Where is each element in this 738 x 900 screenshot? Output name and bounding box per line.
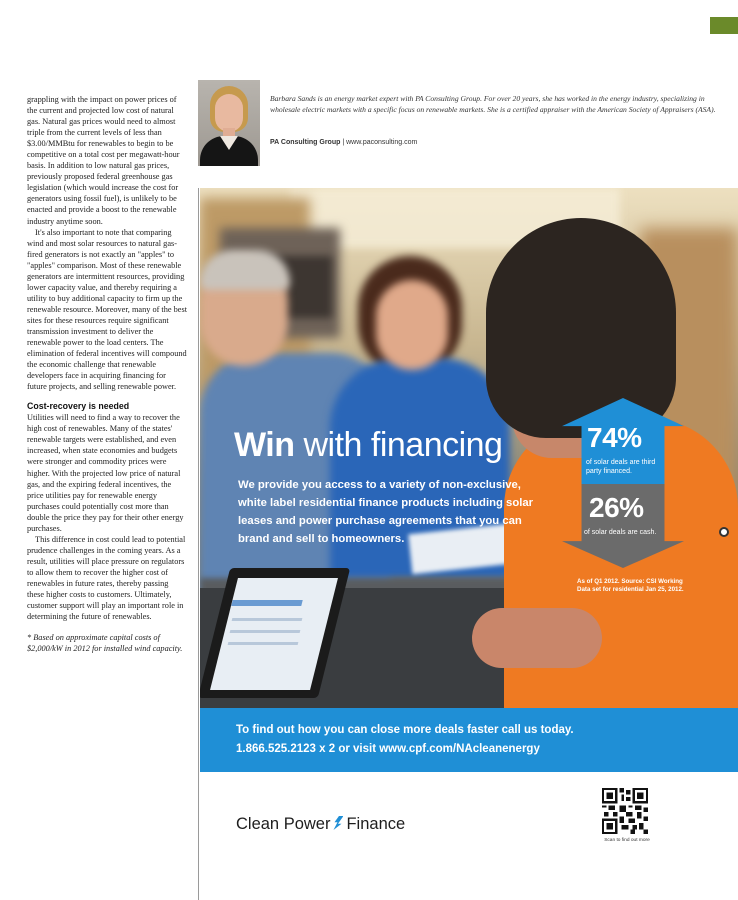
stat-source-note: As of Q1 2012. Source: CSI Working Data set for residential Jan 25, 2012.	[577, 578, 684, 593]
author-bio: Barbara Sands is an energy market expert with PA Consulting Group. For over 20 years, she has worked in the energy industry, specializing in wholesale electric markets with a specific focus on renewable markets. She is a certified appraiser with the American Society of Appraisers (ASA).	[270, 94, 716, 114]
article-paragraph: It's also important to note that comparing wind and most solar resources to natural gas-fired generators is not exactly an "apples" to "apples" comparison. Most of these renewable generators are intermittent resources, providing lower capacity value, and thereby requiring a utility to buy additional capacity to firm up the renewable resource. Moreover, many of the best sites for these resources require significant transmission investment to deliver the renewable power to the load centers. The elimination of federal incentives will compound the economic challenge that renewable developers face in acquiring financing for future projects, and selling renewable power.	[27, 227, 188, 392]
section-tab-marker	[710, 17, 738, 34]
ad-headline	[234, 426, 502, 465]
cta-headline: To find out how you can close more deals faster call us today.	[236, 724, 574, 736]
qr-code-icon[interactable]	[602, 788, 648, 834]
column-divider	[198, 188, 199, 900]
logo-text-left: Clean Power	[236, 815, 331, 833]
stat-third-party: 74%	[587, 422, 642, 453]
lightning-bolt-icon	[333, 816, 343, 830]
company-website-link[interactable]: www.paconsulting.com	[346, 139, 418, 146]
footnote: * Based on approximate capital costs of $2,000/kW in 2012 for installed wind capacity.	[27, 633, 183, 654]
record-dot-icon	[719, 527, 729, 537]
clean-power-finance-logo	[236, 815, 405, 834]
advertisement	[200, 188, 738, 900]
article-paragraph: grappling with the impact on power prices of the current and projected low cost of natural gas. Natural gas prices would need to almost triple from the current levels of less than $3.00/MMBtu for renewables to begin to be competitive on a total cost per megawatt-hour basis. In addition to low natural gas prices, previously proposed federal greenhouse gas legislation (which would increase the cost for generators using fossil fuel), is unlikely to be enacted and provide a boost to the renewable industry anytime soon.	[27, 95, 180, 226]
section-heading: Cost-recovery is needed	[27, 401, 130, 412]
separator: |	[340, 139, 347, 146]
stat-cash-caption: of solar deals are cash.	[584, 529, 657, 536]
call-to-action-bar	[200, 708, 738, 772]
headline-bold: Win	[234, 426, 295, 464]
cta-contact-link[interactable]: 1.866.525.2123 x 2 or visit www.cpf.com/NAcleanenergy	[236, 743, 540, 755]
article-column	[27, 94, 187, 654]
stat-cash: 26%	[589, 492, 644, 523]
author-photo	[198, 80, 260, 166]
author-affiliation	[270, 139, 417, 146]
company-name: PA Consulting Group	[270, 139, 341, 146]
article-paragraph: Utilities will need to find a way to recover the high cost of renewables. Many of the states' renewable targets were established, and even increased, when state economies and budgets were stronger and commodity prices were higher. With the projected low price of natural gas, and the expiring federal incentives, the price utilities pay for renewable energy purchases could potentially cost more than double the price they pay for their other energy purchases.	[27, 413, 184, 533]
stat-third-party-caption: of solar deals are third party financed.	[586, 459, 656, 475]
ad-subcopy: We provide you access to a variety of non-exclusive, white label residential finance products including solar leases and power purchase agreements that you can brand and sell to homeowners.	[238, 479, 534, 545]
ad-photo	[200, 188, 738, 708]
headline-rest: with financing	[294, 426, 503, 464]
logo-text-right: Finance	[346, 815, 406, 833]
article-paragraph: This difference in cost could lead to potential prudence challenges in the coming years. As a result, utilities will place pressure on regulators to allow them to recover the higher cost of renewables in future rates, thereby passing these higher costs to customers. Ultimately, customer support will play an important role in determining the future of renewables.	[27, 534, 186, 622]
qr-caption: Scan to find out more	[604, 838, 650, 843]
